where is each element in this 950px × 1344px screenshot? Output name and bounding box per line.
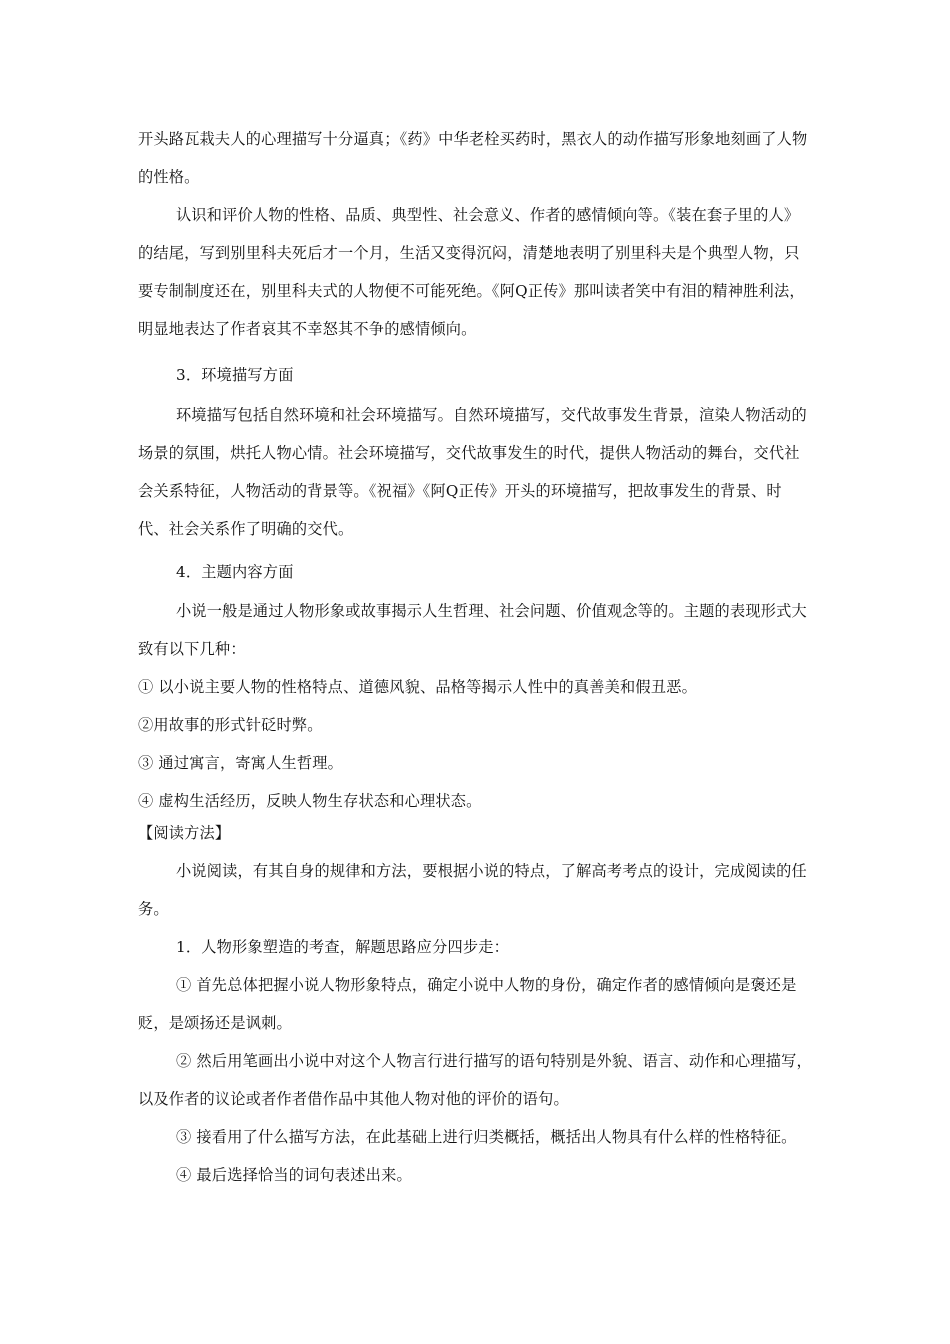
section-title: 【阅读方法】	[138, 824, 231, 842]
paragraph-character-evaluation	[138, 196, 812, 348]
step-item: ② 然后用笔画出小说中对这个人物言行进行描写的语句特别是外貌、语言、动作和心理描写，以及作者的议论或者作者借作品中其他人物对他的评价的语句。	[138, 1052, 812, 1108]
section-reading-method	[138, 814, 812, 852]
heading-environment	[138, 356, 812, 394]
step-item: ① 首先总体把握小说人物形象特点，确定小说中人物的身份，确定作者的感情倾向是褒还是贬，是颂扬还是讽刺。	[138, 976, 797, 1032]
step-item: ③ 接看用了什么描写方法，在此基础上进行归类概括，概括出人物具有什么样的性格特征。	[176, 1128, 797, 1146]
paragraph-theme	[138, 592, 812, 668]
paragraph-text: 小说一般是通过人物形象或故事揭示人生哲理、社会问题、价值观念等的。主题的表现形式大致有以下几种：	[138, 602, 807, 658]
steps-list	[138, 966, 812, 1194]
list-item: ① 以小说主要人物的性格特点、道德风貌、品格等揭示人性中的真善美和假丑恶。	[138, 678, 697, 696]
paragraph-text: 认识和评价人物的性格、品质、典型性、社会意义、作者的感情倾向等。《装在套子里的人》的结尾，写到别里科夫死后才一个月，生活又变得沉闷，清楚地表明了别里科夫是个典型人物，只要专制制度还在，别里科夫式的人物便不可能死绝。《阿Q正传》那叫读者笑中有泪的精神胜利法，明显地表达了作者哀其不幸怒其不争的感情倾向。	[138, 206, 805, 338]
list-item: ③ 通过寓言，寄寓人生哲理。	[138, 754, 344, 772]
paragraph-character-description	[138, 120, 812, 196]
paragraph-text: 小说阅读，有其自身的规律和方法，要根据小说的特点，了解高考考点的设计，完成阅读的任务。	[138, 862, 807, 918]
step-item: ④ 最后选择恰当的词句表述出来。	[176, 1166, 412, 1184]
heading-text: 4．主题内容方面	[176, 563, 294, 581]
paragraph-text: 环境描写包括自然环境和社会环境描写。自然环境描写，交代故事发生背景，渲染人物活动的场景的氛围，烘托人物心情。社会环境描写，交代故事发生的时代，提供人物活动的舞台，交代社会关系特征，人物活动的背景等。《祝福》《阿Q正传》开头的环境描写，把故事发生的背景、时代、社会关系作了明确的交代。	[138, 406, 807, 538]
step-title-text: 1．人物形象塑造的考查，解题思路应分四步走：	[176, 938, 510, 956]
paragraph-reading-method	[138, 852, 812, 928]
step-title	[138, 928, 812, 966]
paragraph-text: 开头路瓦栽夫人的心理描写十分逼真；《药》中华老栓买药时，黑衣人的动作描写形象地刻画了人物的性格。	[138, 130, 808, 186]
heading-text: 3．环境描写方面	[176, 366, 294, 384]
paragraph-environment	[138, 396, 812, 548]
heading-theme	[138, 553, 812, 591]
list-item: ④ 虚构生活经历，反映人物生存状态和心理状态。	[138, 792, 482, 810]
list-item: ②用故事的形式针砭时弊。	[138, 716, 323, 734]
theme-list	[138, 668, 812, 820]
